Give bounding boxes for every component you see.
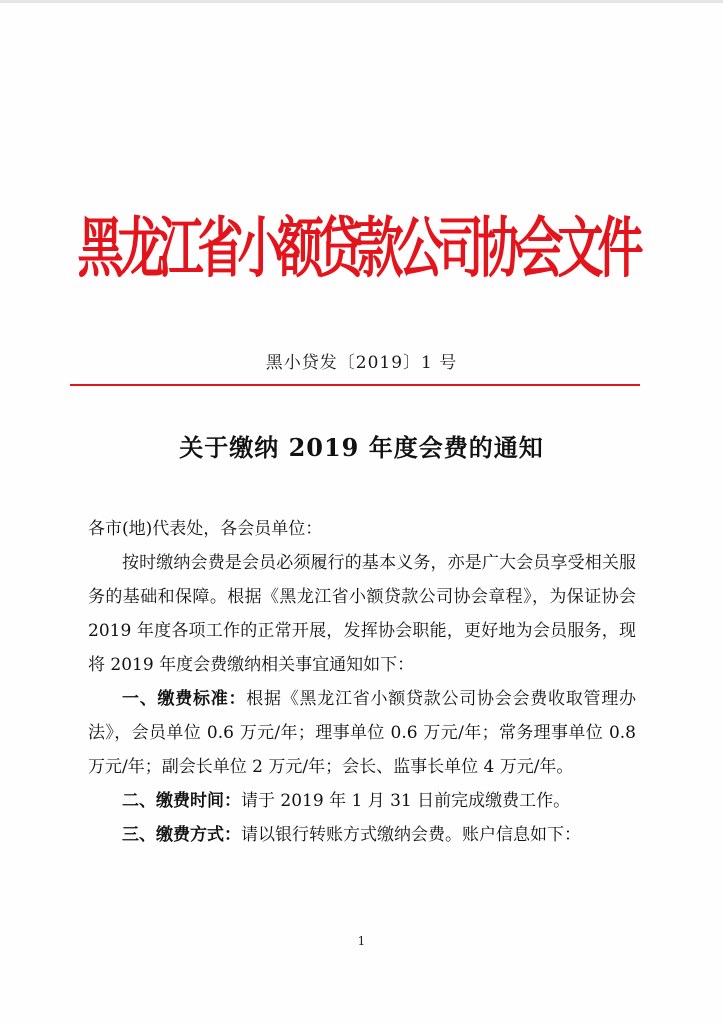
- item-text: 请于 2019 年 1 月 31 日前完成缴费工作。: [241, 791, 571, 811]
- notice-title: 关于缴纳 2019 年度会费的通知: [179, 433, 544, 462]
- item-label: 一、缴费标准：: [122, 689, 247, 709]
- item-fee-standard: [88, 682, 636, 784]
- document-number: 黑小贷发〔2019〕1 号: [265, 353, 458, 373]
- item-label: 二、缴费时间：: [122, 791, 241, 811]
- item-text: 请以银行转账方式缴纳会费。账户信息如下：: [241, 825, 581, 845]
- item-label: 三、缴费方式：: [122, 825, 241, 845]
- intro-paragraph: 按时缴纳会费是会员必须履行的基本义务，亦是广大会员享受相关服务的基础和保障。根据《黑龙江省小额贷款公司协会章程》，为保证协会 2019 年度各项工作的正常开展，发挥协会职能，更好地为会员服务，现将 2019 年度会费缴纳相关事宜通知如下：: [88, 553, 636, 675]
- item-payment-method: [88, 818, 636, 852]
- item-payment-time: [88, 784, 636, 818]
- red-divider-line: [70, 384, 640, 386]
- salutation: 各市(地)代表处，各会员单位：: [88, 519, 323, 539]
- item-text: 根据《黑龙江省小额贷款公司协会会费收取管理办法》，会员单位 0.6 万元/年；理事单位 0.6 万元/年；常务理事单位 0.8 万元/年；副会长单位 2 万元/年；会长、监事长单位 4 万元/年。: [88, 689, 636, 777]
- notice-body: [88, 512, 636, 852]
- page-number: 1: [357, 934, 366, 948]
- document-header-title: 黑龙江省小额贷款公司协会文件: [77, 209, 638, 287]
- scan-edge: [0, 0, 723, 3]
